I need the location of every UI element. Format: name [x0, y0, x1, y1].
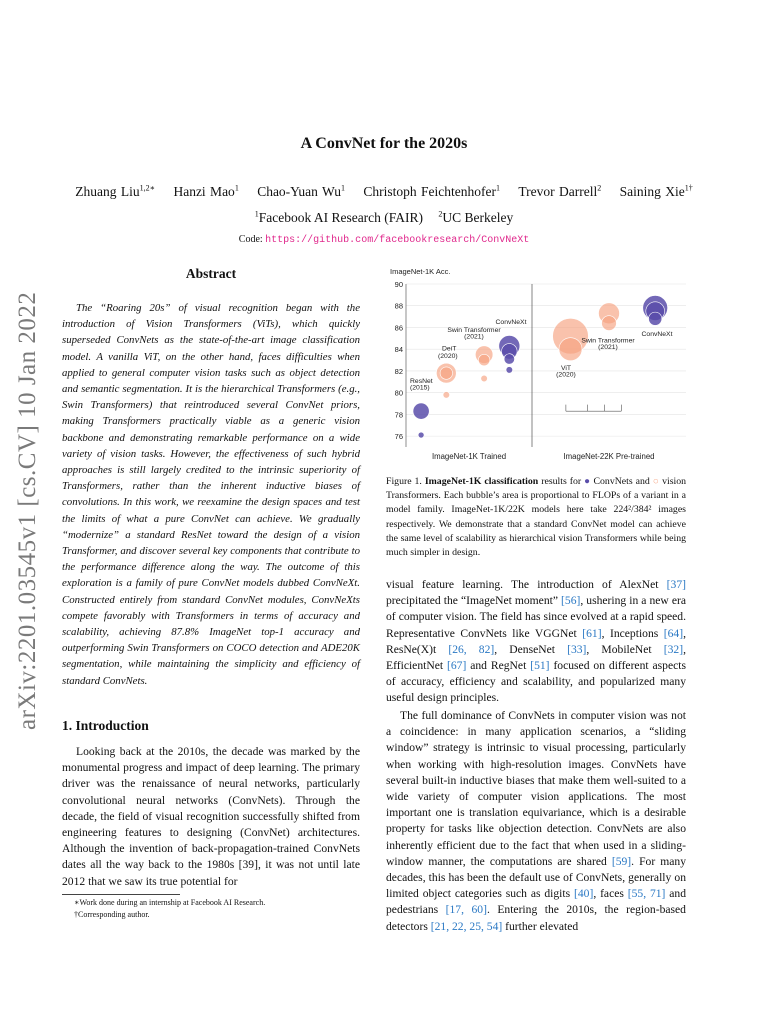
- footnote-2: †Corresponding author.: [74, 910, 150, 919]
- chart-label: Swin Transformer: [581, 337, 635, 345]
- citation-link[interactable]: [37]: [666, 578, 686, 591]
- chart-label: (2020): [556, 371, 576, 379]
- transformer-ring-icon: ○: [652, 476, 660, 487]
- chart-label: ViT: [560, 364, 572, 372]
- chart-label: (2020): [438, 352, 458, 360]
- footnote-rule: [62, 894, 180, 895]
- paragraph-text: . For many decades, this has been the default use of ConvNets, generally on limited object categories such as digits: [386, 854, 686, 901]
- panel-label: ImageNet-1K Trained: [431, 452, 507, 461]
- code-label: Code:: [238, 234, 263, 245]
- arxiv-stamp: arXiv:2201.03545v1 [cs.CV] 10 Jan 2022: [14, 291, 41, 730]
- code-url-link[interactable]: https://github.com/facebookresearch/ConvNeXt: [265, 235, 530, 246]
- citation-link[interactable]: [33]: [567, 642, 587, 656]
- y-tick-label: 82: [394, 366, 403, 376]
- bubble-convnet: [504, 354, 515, 365]
- chart-label: (2021): [464, 333, 484, 341]
- paragraph-text: , MobileNet: [586, 642, 664, 656]
- panel-label: ImageNet-22K Pre-trained: [563, 452, 655, 461]
- author: Saining Xie$^{1\dagger}$: [619, 183, 693, 199]
- abstract-heading: Abstract: [185, 266, 237, 281]
- y-tick-label: 78: [394, 410, 403, 420]
- y-tick-label: 84: [394, 345, 403, 355]
- citation-link[interactable]: [51]: [530, 659, 550, 673]
- chart-label: ResNet: [410, 377, 433, 385]
- bubble-transformer: [443, 392, 450, 399]
- paragraph-text: , ushering in a new era of computer vision. The field has since evolved at a rapid speed. Representative ConvNets like VGGNet: [386, 594, 686, 640]
- bubble-convnet: [506, 367, 513, 374]
- citation-link[interactable]: [21, 22, 25, 54]: [430, 919, 503, 933]
- code-line: [0, 234, 768, 246]
- author: Christoph Feichtenhofer$^1$: [363, 183, 500, 199]
- bubble-transformer: [478, 354, 490, 366]
- paragraph-text: , DenseNet: [494, 642, 568, 656]
- chart-label: Swin Transformer: [447, 326, 501, 334]
- bubble-convnet: [418, 432, 424, 438]
- paragraph-text: focused on different aspects of accuracy, efficiency and scalability, and popularized many useful design principles.: [386, 659, 686, 705]
- citation-link[interactable]: [17, 60]: [445, 903, 487, 917]
- author: Hanzi Mao$^1$: [173, 183, 239, 199]
- y-tick-label: 76: [394, 432, 403, 442]
- paper-title: A ConvNet for the 2020s: [300, 135, 468, 152]
- y-tick-label: 86: [394, 323, 403, 333]
- author-list: [0, 184, 768, 200]
- bubble-transformer: [602, 316, 617, 331]
- bubble-transformer: [481, 375, 488, 382]
- caption-text: results for: [541, 476, 582, 487]
- chart-label: DeiT: [442, 345, 457, 353]
- footnote-1: ∗Work done during an internship at Facebook AI Research.: [74, 898, 266, 907]
- figure-1-caption: [386, 475, 686, 560]
- convnet-dot-icon: ●: [584, 476, 591, 487]
- paragraph-text: The full dominance of ConvNets in computer vision was not a coincidence: in many application scenarios, a “sliding window” strategy is intrinsic to visual processing, particularly when working with high-resolution images. ConvNets have several built-in inductive biases that make them well-suited to a wide variety of computer vision applications. The most important one is translation equivariance, which is a desirable property for tasks like objection detection. ConvNets are also inherently efficient due to the fact that when used in a sliding-window manner, the computations are shared: [386, 709, 686, 868]
- chart-label: (2021): [598, 344, 618, 352]
- citation-link[interactable]: [61]: [582, 626, 602, 640]
- bubble-transformer: [440, 367, 452, 379]
- y-tick-label: 80: [394, 388, 403, 398]
- citation-link[interactable]: [32]: [663, 642, 684, 656]
- citation-link[interactable]: [56]: [561, 594, 581, 608]
- author: Trevor Darrell$^2$: [518, 183, 602, 199]
- y-tick-label: 90: [394, 280, 403, 289]
- chart-label: ImageNet-1K Acc.: [390, 267, 451, 276]
- abstract-text: The “Roaring 20s” of visual recognition began with the introduction of Vision Transformers (ViTs), which quickly superseded ConvNets as the state-of-the-art image classification model. A vanilla ViT, on the other hand, faces difficulties when applied to general computer vision tasks such as object detection and semantic segmentation. It is the hierarchical Transformers (e.g., Swin Transformers) that reintroduced several ConvNet priors, making Transformers practically viable as a generic vision backbone and demonstrating remarkable performance on a wide variety of vision tasks. However, the effectiveness of such hybrid approaches is still largely credited to the intrinsic superiority of Transformers, rather than the inherent inductive biases of convolutions. In this work, we reexamine the design spaces and test the limits of what a pure ConvNet can achieve. We gradually “modernize” a standard ResNet toward the design of a vision Transformer, and discover several key components that contribute to the performance difference along the way. The outcome of this exploration is a family of pure ConvNet models dubbed ConvNeXt. Constructed entirely from standard ConvNet modules, ConvNeXts compete favorably with Transformers in terms of accuracy and scalability, achieving 87.8% ImageNet top-1 accuracy and outperforming Swin Transformers on COCO detection and ADE20K segmentation, while maintaining the simplicity and efficiency of standard ConvNets.: [62, 302, 360, 687]
- affiliation-list: [0, 210, 768, 226]
- citation-link[interactable]: [55, 71]: [627, 887, 666, 901]
- paragraph-text: . Entering the 2010s, the region-based detectors: [386, 903, 686, 933]
- paragraph-text: , ResNe(X)t: [386, 626, 686, 656]
- chart-label: ConvNeXt: [495, 319, 527, 327]
- citation-link[interactable]: [59]: [611, 854, 632, 868]
- caption-bold: ImageNet-1K classification: [424, 476, 539, 487]
- paragraph-text: and pedestrians: [386, 887, 687, 917]
- chart-label: (2015): [410, 384, 430, 392]
- paragraph-text: , faces: [593, 887, 628, 901]
- affiliation: $^1$Facebook AI Research (FAIR): [254, 209, 424, 225]
- paragraph-text: and RegNet: [466, 659, 531, 673]
- citation-link[interactable]: [67]: [447, 659, 467, 673]
- author: Chao-Yuan Wu$^1$: [257, 183, 346, 199]
- right-column-paragraph-1: [386, 577, 686, 707]
- citation-link[interactable]: [40]: [573, 887, 594, 901]
- bubble-convnet: [413, 403, 429, 419]
- paragraph-text: , EfficientNet: [386, 642, 686, 673]
- paragraph-text: further elevated: [502, 919, 579, 933]
- paragraph-text: precipitated the “ImageNet moment”: [386, 594, 562, 608]
- chart-label: ConvNeXt: [641, 331, 673, 339]
- bubble-convnet: [649, 312, 662, 325]
- caption-prefix: Figure 1.: [386, 476, 422, 487]
- caption-text: ConvNets and: [593, 476, 650, 487]
- figure-1-chart: [386, 262, 696, 462]
- citation-link[interactable]: [26, 82]: [448, 642, 495, 656]
- paragraph-text: , Inceptions: [601, 626, 664, 640]
- author: Zhuang Liu$^{1,2∗}$: [75, 183, 156, 199]
- introduction-paragraph: Looking back at the 2010s, the decade was marked by the monumental progress and impact of deep learning. The primary driver was the renaissance of neural networks, particularly convolutional neural networks (ConvNets). Through the decade, the field of visual recognition successfully shifted from engineering features to designing (ConvNet) architectures. Although the invention of back-propagation-trained ConvNets dates all the way back to the 1980s [39], it was not until late 2012 that we saw its true potential for: [62, 745, 360, 888]
- section-heading-introduction: 1. Introduction: [62, 718, 149, 733]
- caption-text: vision Transformers. Each bubble’s area is proportional to FLOPs of a variant in a model family. ImageNet-1K/22K models here take 224²/384² images respectively. We demonstrate that a standard ConvNet model can achieve the same level of scalability as hierarchical vision Transformers while being much simpler in design.: [386, 476, 687, 559]
- paragraph-text: visual feature learning. The introduction of AlexNet: [386, 578, 667, 591]
- affiliation: $^2$UC Berkeley: [438, 209, 514, 225]
- right-column-paragraph-2: [386, 708, 686, 935]
- y-tick-label: 88: [394, 301, 403, 311]
- citation-link[interactable]: [64]: [663, 626, 684, 640]
- bubble-transformer: [559, 338, 582, 361]
